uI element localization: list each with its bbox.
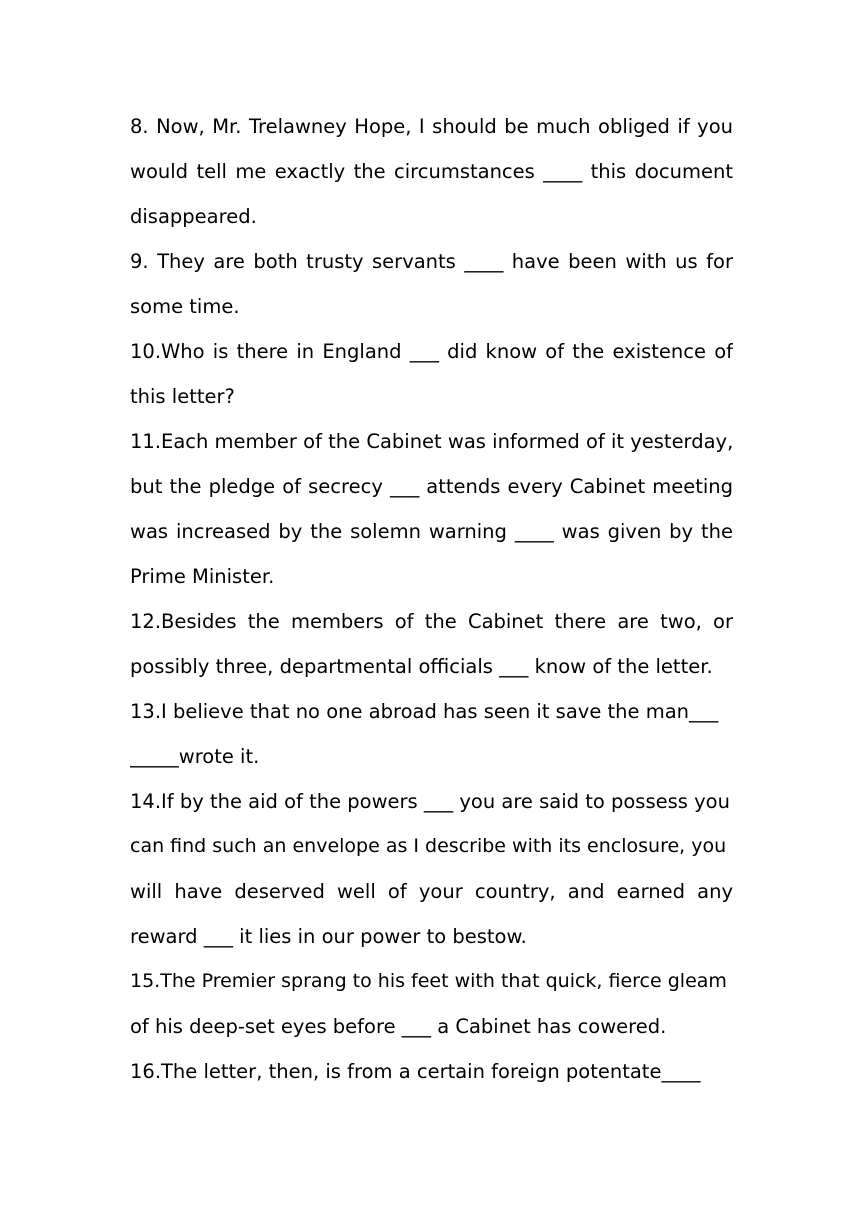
- text-line: was increased by the solemn warning ____ was given by the: [130, 520, 733, 543]
- text-line: some time.: [130, 295, 240, 318]
- text-line: of his deep-set eyes before ___ a Cabinet has cowered.: [130, 1015, 667, 1038]
- text-line: possibly three, departmental officials ___ know of the letter.: [130, 655, 713, 678]
- text-line: will have deserved well of your country, and earned any: [130, 880, 733, 903]
- text-line: 14.If by the aid of the powers ___ you are said to possess you: [130, 790, 730, 813]
- text-line: 13.I believe that no one abroad has seen it save the man___: [130, 700, 719, 723]
- text-line: 10.Who is there in England ___ did know of the existence of: [130, 340, 733, 363]
- text-line: this letter?: [130, 385, 235, 408]
- exercise-text: [130, 104, 733, 1094]
- text-line: 12.Besides the members of the Cabinet there are two, or: [130, 610, 733, 633]
- text-line: but the pledge of secrecy ___ attends every Cabinet meeting: [130, 475, 733, 498]
- text-line: reward ___ it lies in our power to bestow.: [130, 925, 527, 948]
- text-line: would tell me exactly the circumstances ____ this document: [130, 160, 733, 183]
- text-line: 16.The letter, then, is from a certain foreign potentate____: [130, 1060, 701, 1083]
- text-line: can find such an envelope as I describe with its enclosure, you: [130, 835, 727, 857]
- text-line: 8. Now, Mr. Trelawney Hope, I should be much obliged if you: [130, 115, 733, 138]
- text-line: _____wrote it.: [130, 745, 260, 768]
- text-line: 15.The Premier sprang to his feet with that quick, fierce gleam: [130, 970, 727, 992]
- text-line: 11.Each member of the Cabinet was informed of it yesterday,: [130, 430, 733, 453]
- text-line: Prime Minister.: [130, 565, 275, 588]
- text-line: 9. They are both trusty servants ____ have been with us for: [130, 250, 733, 273]
- text-line: disappeared.: [130, 205, 257, 228]
